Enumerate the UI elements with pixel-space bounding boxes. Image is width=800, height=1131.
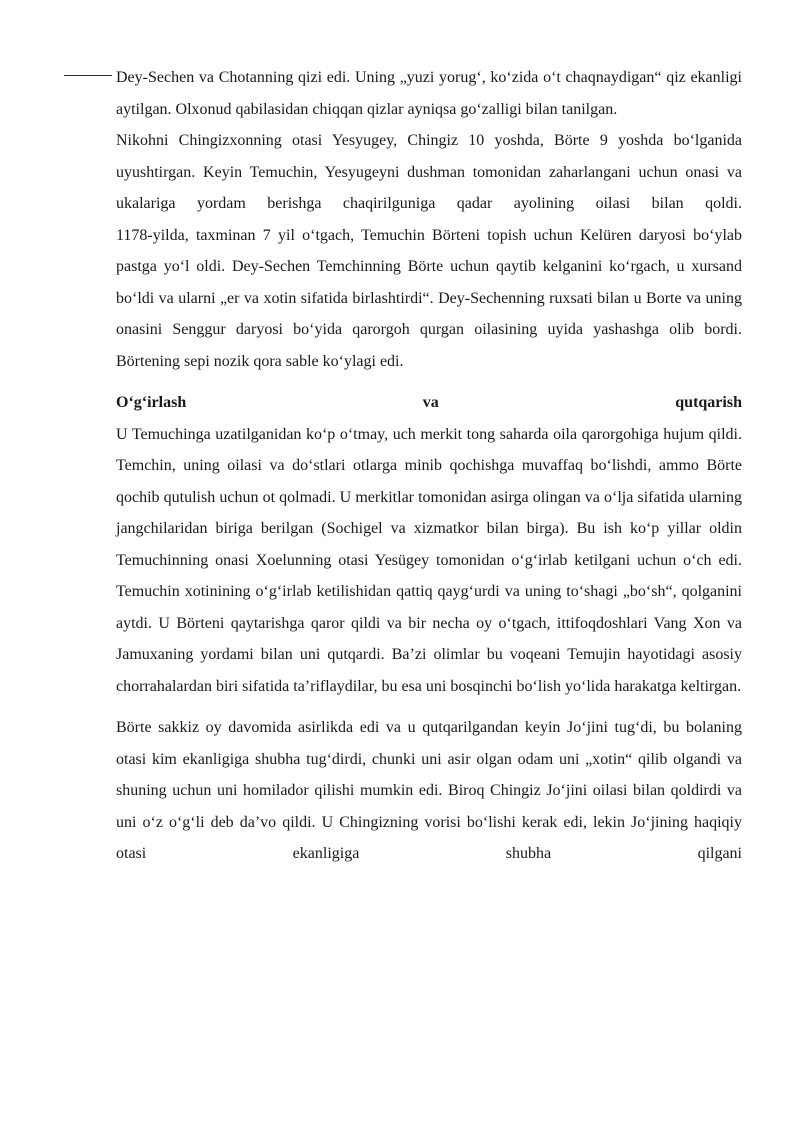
paragraph-origin: Dey-Sechen va Chotanning qizi edi. Uning „yuzi yorug‘, ko‘zida o‘t chaqnaydigan“ qiz ekanligi aytilgan. Olxonud qabilasidan chiqqan qizlar ayniqsa go‘zalligi bilan tanilgan. — [116, 69, 742, 118]
footnote-rule — [64, 75, 112, 76]
paragraph-marriage: Nikohni Chingizxonning otasi Yesyugey, Chingiz 10 yoshda, Börte 9 yoshda bo‘lganida uyushtirgan. Keyin Temuchin, Yesyugeyni dushman tomonidan zaharlangani uchun onasi va ukalariga yordam berishga chaqirilguniga qadar ayolining oilasi bilan qoldi. — [116, 132, 742, 212]
paragraph-jochi: Börte sakkiz oy davomida asirlikda edi va u qutqarilgandan keyin Jo‘jini tug‘di, bu bolaning otasi kim ekanligiga shubha tug‘dirdi, chunki uni asir olgan odam uni „xotin“ qilib olgandi va shuning uchun uni homilador qilishi mumkin edi. Biroq Chingiz Jo‘jini oilasi bilan qoldirdi va uni o‘z o‘g‘li deb da’vo qildi. U Chingizning vorisi bo‘lishi kerak edi, lekin Jo‘jining haqiqiy otasi ekanligiga shubha qilgani — [116, 719, 742, 862]
document-page — [116, 62, 742, 870]
paragraph-abduction: U Temuchinga uzatilganidan ko‘p o‘tmay, uch merkit tong saharda oila qarorgohiga hujum qildi. Temchin, uning oilasi va do‘stlari otlarga minib qochishga muvaffaq bo‘lishdi, ammo Börte qochib qutulish uchun ot qolmadi. U merkitlar tomonidan asirga olingan va o‘lja sifatida ularning jangchilaridan biriga berilgan (Sochigel va xizmatkor bilan birga). Bu ish ko‘p yillar oldin Temuchinning onasi Xoelunning otasi Yesügey tomonidan o‘g‘irlab ketilgani uchun o‘ch edi. Temuchin xotinining o‘g‘irlab ketilishidan qattiq qayg‘urdi va uning to‘shagi „bo‘sh“, qolganini aytdi. U Börteni qaytarishga qaror qildi va bir necha oy o‘tgach, ittifoqdoshlari Vang Xon va Jamuxaning yordami bilan uni qutqardi. Ba’zi olimlar bu voqeani Temujin hayotidagi asosiy chorrahalardan biri sifatida ta’riflaydilar, bu esa uni bosqinchi bo‘lish yo‘lida harakatga keltirgan. — [116, 425, 742, 695]
heading-word-3: qutqarish — [675, 394, 742, 411]
paragraph-1178: 1178-yilda, taxminan 7 yil o‘tgach, Temuchin Börteni topish uchun Kelüren daryosi bo‘ylab pastga yo‘l oldi. Dey-Sechen Temchinning Börte uchun qaytib kelganini ko‘rgach, u xursand bo‘ldi va ularni „er va xotin sifatida birlashtirdi“. Dey-Sechenning ruxsati bilan u Borte va uning onasini Senggur daryosi bo‘yida qarorgoh qurgan oilasining uyida yashashga olib bordi. Börtening sepi nozik qora sable ko‘ylagi edi. — [116, 226, 742, 370]
heading-word-2: va — [422, 394, 439, 411]
section-heading — [116, 387, 742, 419]
heading-word-1: O‘g‘irlash — [116, 394, 187, 411]
